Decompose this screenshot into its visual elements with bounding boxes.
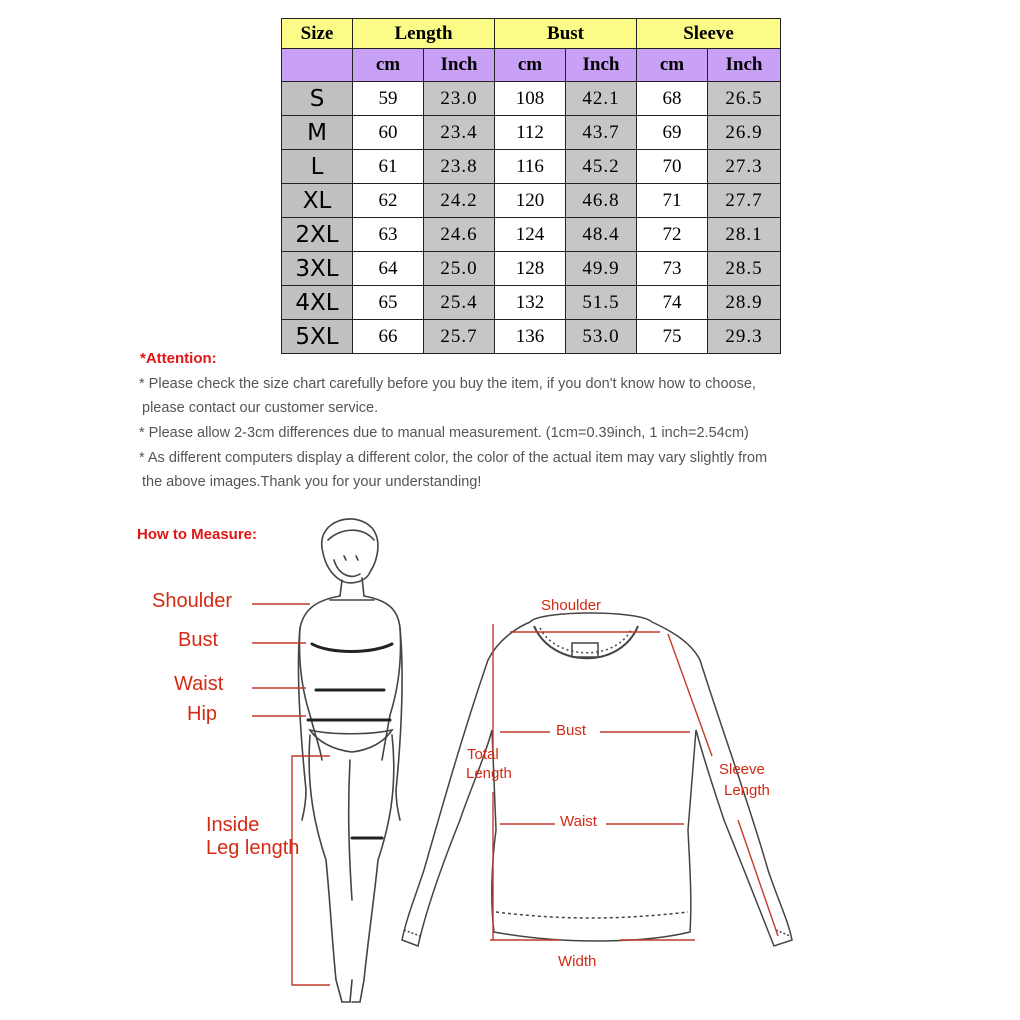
inch-cell: 29.3: [708, 320, 781, 354]
unit-cell: cm: [495, 49, 566, 82]
size-cell: L: [282, 150, 353, 184]
inch-cell: 51.5: [566, 286, 637, 320]
cm-cell: 66: [353, 320, 424, 354]
length-header: Length: [353, 19, 495, 49]
size-cell: XL: [282, 184, 353, 218]
label-width: Width: [558, 953, 597, 970]
unit-cell: cm: [637, 49, 708, 82]
cm-cell: 73: [637, 252, 708, 286]
body-pointers: [252, 604, 330, 985]
cm-cell: 120: [495, 184, 566, 218]
cm-cell: 116: [495, 150, 566, 184]
inch-cell: 53.0: [566, 320, 637, 354]
cm-cell: 69: [637, 116, 708, 150]
cm-cell: 59: [353, 82, 424, 116]
inch-cell: 48.4: [566, 218, 637, 252]
cm-cell: 132: [495, 286, 566, 320]
label-shirt-total: Total: [467, 746, 499, 763]
label-shirt-waist: Waist: [560, 813, 597, 830]
cm-cell: 112: [495, 116, 566, 150]
label-inside: Inside: [206, 814, 260, 836]
cm-cell: 68: [637, 82, 708, 116]
woman-figure: [298, 519, 402, 1002]
cm-cell: 74: [637, 286, 708, 320]
inch-cell: 25.0: [424, 252, 495, 286]
inch-cell: 28.1: [708, 218, 781, 252]
unit-cell: Inch: [424, 49, 495, 82]
size-cell: M: [282, 116, 353, 150]
cm-cell: 71: [637, 184, 708, 218]
label-leg-length: Leg length: [206, 837, 300, 859]
attention-line: * Please check the size chart carefully before you buy the item, if you don't know how to choose,: [139, 376, 756, 392]
unit-cell: Inch: [566, 49, 637, 82]
inch-cell: 25.7: [424, 320, 495, 354]
attention-line: please contact our customer service.: [142, 400, 379, 416]
cm-cell: 64: [353, 252, 424, 286]
inch-cell: 27.3: [708, 150, 781, 184]
inch-cell: 23.8: [424, 150, 495, 184]
size-cell: 3XL: [282, 252, 353, 286]
inch-cell: 26.5: [708, 82, 781, 116]
cm-cell: 60: [353, 116, 424, 150]
unit-cell: cm: [353, 49, 424, 82]
shirt-drawing: [402, 613, 792, 946]
inch-cell: 23.4: [424, 116, 495, 150]
attention-line: * As different computers display a different color, the color of the actual item may vary slightly from: [139, 450, 768, 466]
bust-header: Bust: [495, 19, 637, 49]
cm-cell: 63: [353, 218, 424, 252]
inch-cell: 24.2: [424, 184, 495, 218]
inch-cell: 24.6: [424, 218, 495, 252]
unit-cell: Inch: [708, 49, 781, 82]
cm-cell: 108: [495, 82, 566, 116]
inch-cell: 46.8: [566, 184, 637, 218]
cm-cell: 65: [353, 286, 424, 320]
inch-cell: 45.2: [566, 150, 637, 184]
inch-cell: 42.1: [566, 82, 637, 116]
how-to-measure-title: How to Measure:: [137, 526, 258, 543]
label-shoulder: Shoulder: [152, 590, 233, 612]
attention-title: *Attention:: [140, 350, 217, 367]
cm-cell: 128: [495, 252, 566, 286]
cm-cell: 70: [637, 150, 708, 184]
cm-cell: 136: [495, 320, 566, 354]
label-shirt-shoulder: Shoulder: [541, 597, 602, 614]
cm-cell: 62: [353, 184, 424, 218]
attention-line: the above images.Thank you for your understanding!: [142, 474, 482, 490]
label-hip: Hip: [187, 703, 218, 725]
inch-cell: 27.7: [708, 184, 781, 218]
label-shirt-length: Length: [466, 765, 512, 782]
cm-cell: 75: [637, 320, 708, 354]
size-cell: S: [282, 82, 353, 116]
label-bust: Bust: [178, 629, 219, 651]
inch-cell: 25.4: [424, 286, 495, 320]
cm-cell: 72: [637, 218, 708, 252]
label-shirt-bust: Bust: [556, 722, 587, 739]
sleeve-header: Sleeve: [637, 19, 781, 49]
inch-cell: 28.5: [708, 252, 781, 286]
label-sleeve: Sleeve: [719, 761, 765, 778]
inch-cell: 28.9: [708, 286, 781, 320]
cm-cell: 61: [353, 150, 424, 184]
cm-cell: 124: [495, 218, 566, 252]
size-cell: 2XL: [282, 218, 353, 252]
label-waist: Waist: [174, 673, 224, 695]
inch-cell: 43.7: [566, 116, 637, 150]
size-header: Size: [282, 19, 353, 49]
attention-line: * Please allow 2-3cm differences due to manual measurement. (1cm=0.39inch, 1 inch=2.54cm): [139, 425, 749, 441]
inch-cell: 23.0: [424, 82, 495, 116]
inch-cell: 26.9: [708, 116, 781, 150]
inch-cell: 49.9: [566, 252, 637, 286]
size-cell: 4XL: [282, 286, 353, 320]
size-cell: 5XL: [282, 320, 353, 354]
label-sleeve-length: Length: [724, 782, 770, 799]
